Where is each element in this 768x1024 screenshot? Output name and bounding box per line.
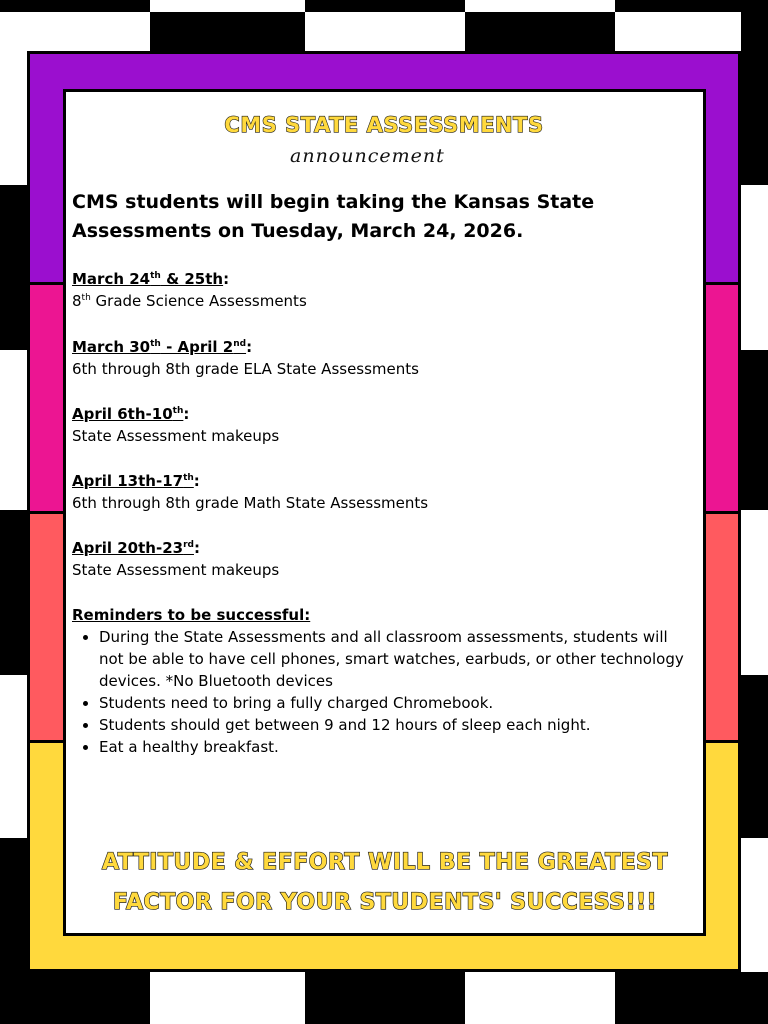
checker-square — [0, 838, 27, 973]
checker-square — [0, 12, 27, 52]
closing-line-2: FACTOR FOR YOUR STUDENTS' SUCCESS!!! — [112, 890, 658, 915]
schedule-item — [72, 336, 692, 380]
schedule-date: April 6th-10th: — [72, 405, 190, 423]
closing-line-1: ATTITUDE & EFFORT WILL BE THE GREATEST — [101, 850, 669, 875]
schedule-item — [72, 268, 692, 312]
checker-square — [741, 350, 768, 510]
reminders-list — [72, 626, 692, 758]
checker-square — [465, 12, 615, 52]
list-item: • Students need to bring a fully charged Chromebook. — [99, 692, 692, 714]
checker-square — [741, 12, 768, 185]
checker-square — [741, 675, 768, 838]
checker-square — [0, 0, 150, 12]
page-title: CMS STATE ASSESSMENTS — [224, 113, 544, 137]
checker-square — [305, 0, 465, 12]
schedule-date: March 24th & 25th: — [72, 270, 230, 288]
checker-square — [615, 0, 768, 12]
schedule-description: State Assessment makeups — [72, 427, 280, 445]
schedule-item — [72, 537, 692, 581]
list-item: • Eat a healthy breakfast. — [99, 736, 692, 758]
schedule-item — [72, 470, 692, 514]
reminders-section — [72, 604, 692, 758]
checker-square — [0, 972, 150, 1024]
intro-text: CMS students will begin taking the Kansas State Assessments on Tuesday, March 24, 2026. — [72, 191, 595, 242]
checker-square — [0, 510, 27, 675]
schedule-date: April 20th-23rd: — [72, 539, 200, 557]
schedule-description: 6th through 8th grade Math State Assessments — [72, 494, 429, 512]
checker-square — [615, 972, 768, 1024]
reminders-heading: Reminders to be successful: — [72, 606, 311, 624]
schedule-item — [72, 403, 692, 447]
checker-square — [0, 185, 27, 350]
page-subtitle: announcement — [290, 145, 445, 167]
list-item: • During the State Assessments and all classroom assessments, students will not be able to have cell phones, smart watches, earbuds, or other technology devices. *No Bluetooth devices — [99, 626, 692, 692]
schedule-date: March 30th - April 2nd: — [72, 338, 253, 356]
schedule-date: April 13th-17th: — [72, 472, 200, 490]
list-item: • Students should get between 9 and 12 hours of sleep each night. — [99, 714, 692, 736]
checker-square — [305, 972, 465, 1024]
schedule-description: 6th through 8th grade ELA State Assessments — [72, 360, 419, 378]
checker-square — [150, 12, 305, 52]
schedule-description: State Assessment makeups — [72, 561, 280, 579]
schedule-description: 8th Grade Science Assessments — [72, 292, 307, 310]
